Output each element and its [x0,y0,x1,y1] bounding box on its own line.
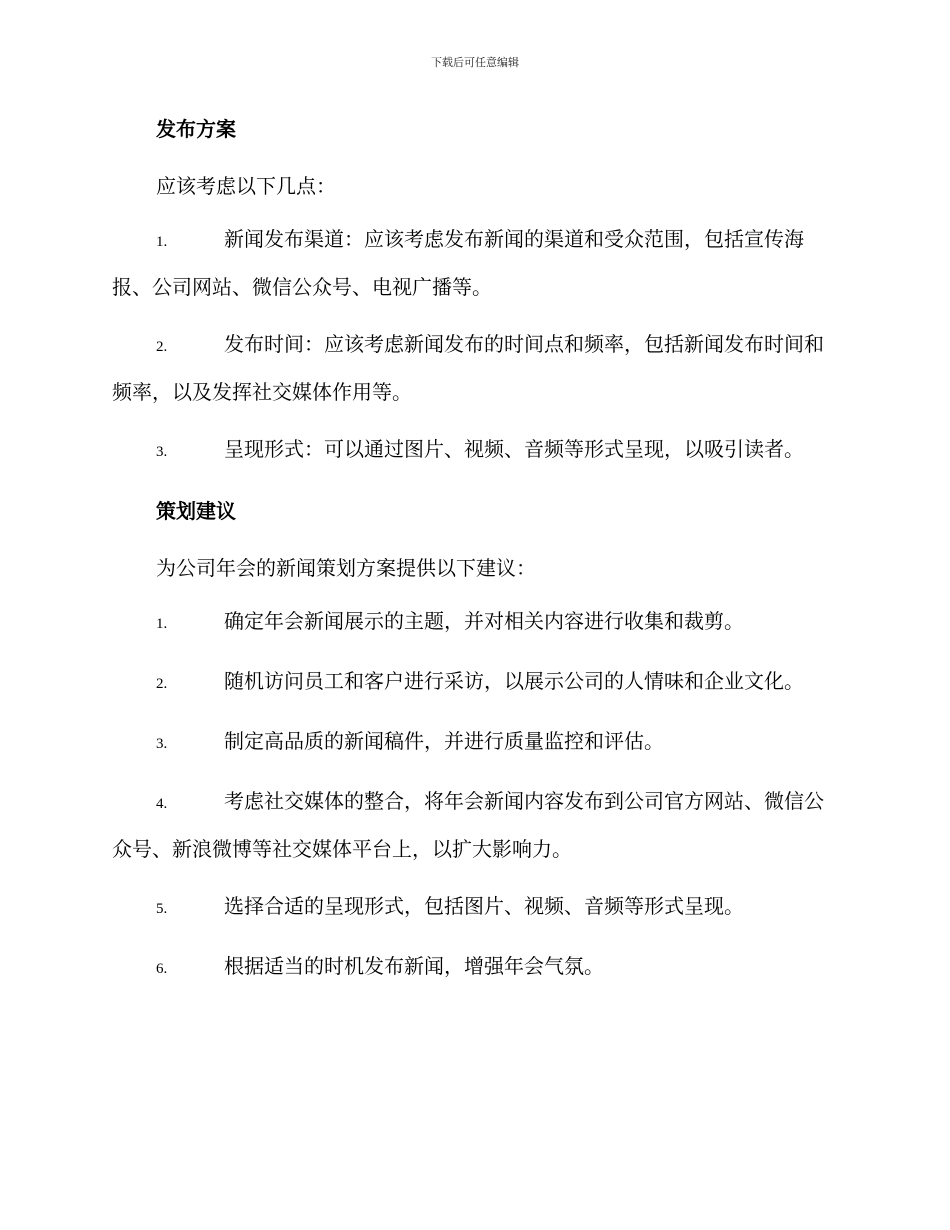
list-item [112,719,834,767]
list-item [112,944,834,992]
list-text: 新闻发布渠道：应该考虑发布新闻的渠道和受众范围，包括宣传海报、公司网站、微信公众号、电视广播等。 [112,227,804,299]
list-item [112,884,834,932]
list-text: 确定年会新闻展示的主题，并对相关内容进行收集和裁剪。 [224,609,744,633]
list-item [112,599,834,647]
list-number: 3. [156,736,168,752]
list-number: 1. [156,234,168,250]
document-body [112,112,834,992]
list-item [112,659,834,707]
list-text: 选择合适的呈现形式，包括图片、视频、音频等形式呈现。 [224,894,744,918]
list-text: 根据适当的时机发布新闻，增强年会气氛。 [224,954,604,978]
list-text: 制定高品质的新闻稿件，并进行质量监控和评估。 [224,729,664,753]
list-number: 2. [156,339,168,355]
list-item [112,779,834,872]
list-number: 5. [156,901,168,917]
list-number: 2. [156,676,168,692]
list-text: 考虑社交媒体的整合，将年会新闻内容发布到公司官方网站、微信公众号、新浪微博等社交媒体平台上，以扩大影响力。 [112,789,824,861]
list-number: 1. [156,616,168,632]
list-number: 3. [156,444,168,460]
section-intro: 应该考虑以下几点： [156,174,336,198]
list-number: 4. [156,796,168,812]
section-heading: 策划建议 [156,499,236,523]
list-text: 发布时间：应该考虑新闻发布的时间点和频率，包括新闻发布时间和频率，以及发挥社交媒体作用等。 [112,332,824,404]
list-text: 呈现形式：可以通过图片、视频、音频等形式呈现，以吸引读者。 [224,437,804,461]
section-heading: 发布方案 [156,117,236,141]
section-intro: 为公司年会的新闻策划方案提供以下建议： [156,556,536,580]
list-item [112,427,834,475]
list-number: 6. [156,961,168,977]
list-item [112,217,834,310]
list-item [112,322,834,415]
list-text: 随机访问员工和客户进行采访，以展示公司的人情味和企业文化。 [224,669,804,693]
page-header: 下载后可任意编辑 [431,56,519,69]
